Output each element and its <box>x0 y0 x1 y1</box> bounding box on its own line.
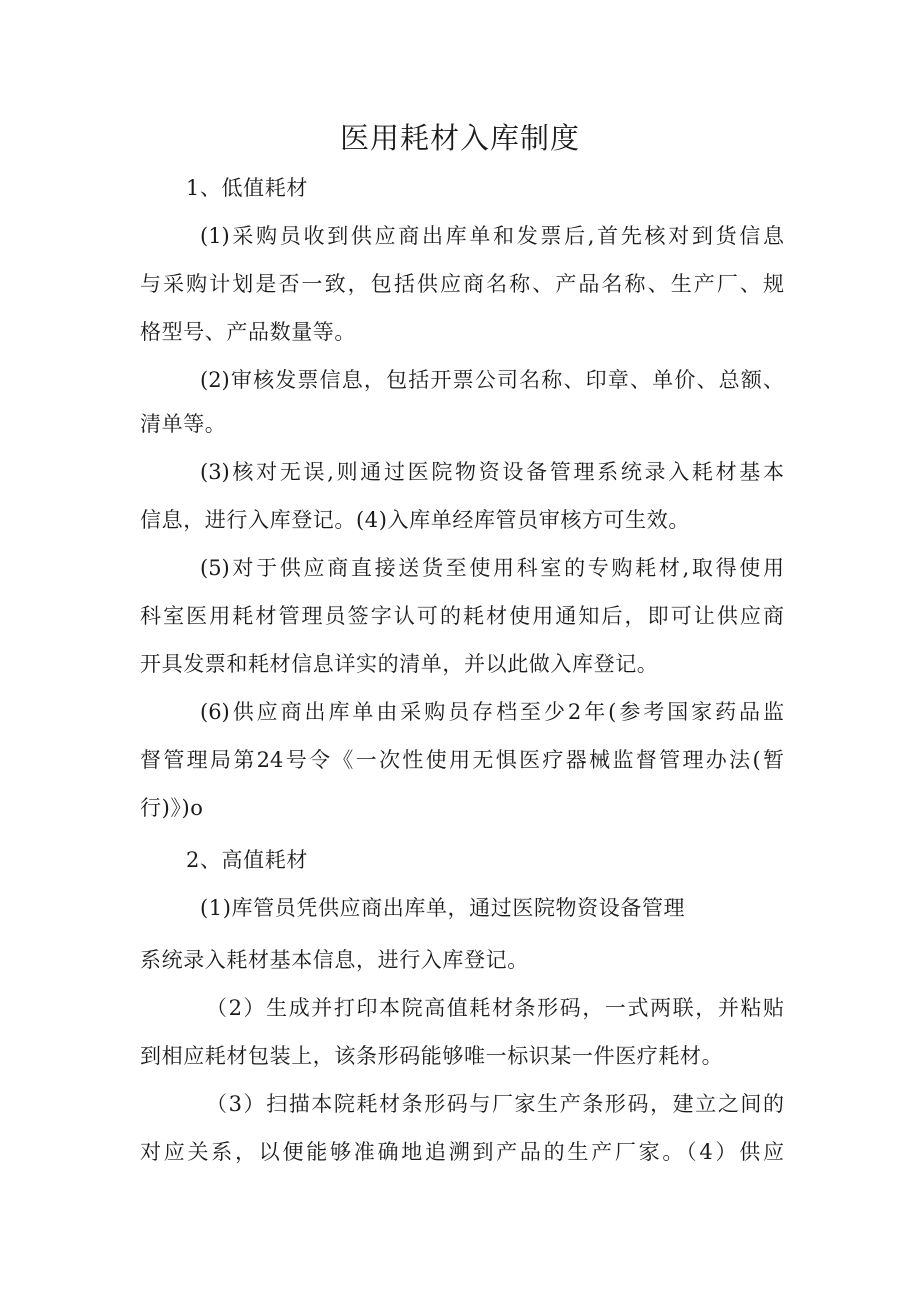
paragraph-line: 清单等。 <box>140 412 227 436</box>
paragraph-line: 系统录入耗材基本信息，进行入库登记。 <box>140 948 529 972</box>
paragraph-line: 与采购计划是否一致，包括供应商名称、产品名称、生产厂、规 <box>140 272 784 296</box>
paragraph-line: (6)供应商出库单由采购员存档至少2年(参考国家药品监 <box>200 700 784 724</box>
paragraph-line: 对应关系，以便能够准确地追溯到产品的生产厂家。（4）供应 <box>140 1140 784 1164</box>
paragraph-line: (1)采购员收到供应商出库单和发票后,首先核对到货信息 <box>200 224 784 248</box>
paragraph-line: (5)对于供应商直接送货至使用科室的专购耗材,取得使用 <box>200 556 784 580</box>
section-heading-high-value: 2、高值耗材 <box>186 848 308 872</box>
paragraph-line: (2)审核发票信息，包括开票公司名称、印章、单价、总额、 <box>200 368 784 392</box>
paragraph-line: 督管理局第24号令《一次性使用无惧医疗器械监督管理办法(暂 <box>140 748 784 772</box>
paragraph-line: 信息，进行入库登记。(4)入库单经库管员审核方可生效。 <box>140 508 690 532</box>
paragraph-line: 开具发票和耗材信息详实的清单，并以此做入库登记。 <box>140 652 659 676</box>
paragraph-line: 行)》)o <box>140 796 204 820</box>
paragraph-line: (3)核对无误,则通过医院物资设备管理系统录入耗材基本 <box>200 460 784 484</box>
section-heading-low-value: 1、低值耗材 <box>186 176 308 200</box>
paragraph-line: 到相应耗材包装上，该条形码能够唯一标识某一件医疗耗材。 <box>140 1044 724 1068</box>
document-title: 医用耗材入库制度 <box>339 121 580 155</box>
paragraph-line: (1)库管员凭供应商出库单，通过医院物资设备管理 <box>200 896 686 920</box>
paragraph-line: 科室医用耗材管理员签字认可的耗材使用通知后，即可让供应商 <box>140 604 784 628</box>
paragraph-line: 格型号、产品数量等。 <box>140 320 356 344</box>
paragraph-line: （2）生成并打印本院高值耗材条形码，一式两联，并粘贴 <box>206 996 784 1020</box>
paragraph-line: （3）扫描本院耗材条形码与厂家生产条形码，建立之间的 <box>206 1092 784 1116</box>
